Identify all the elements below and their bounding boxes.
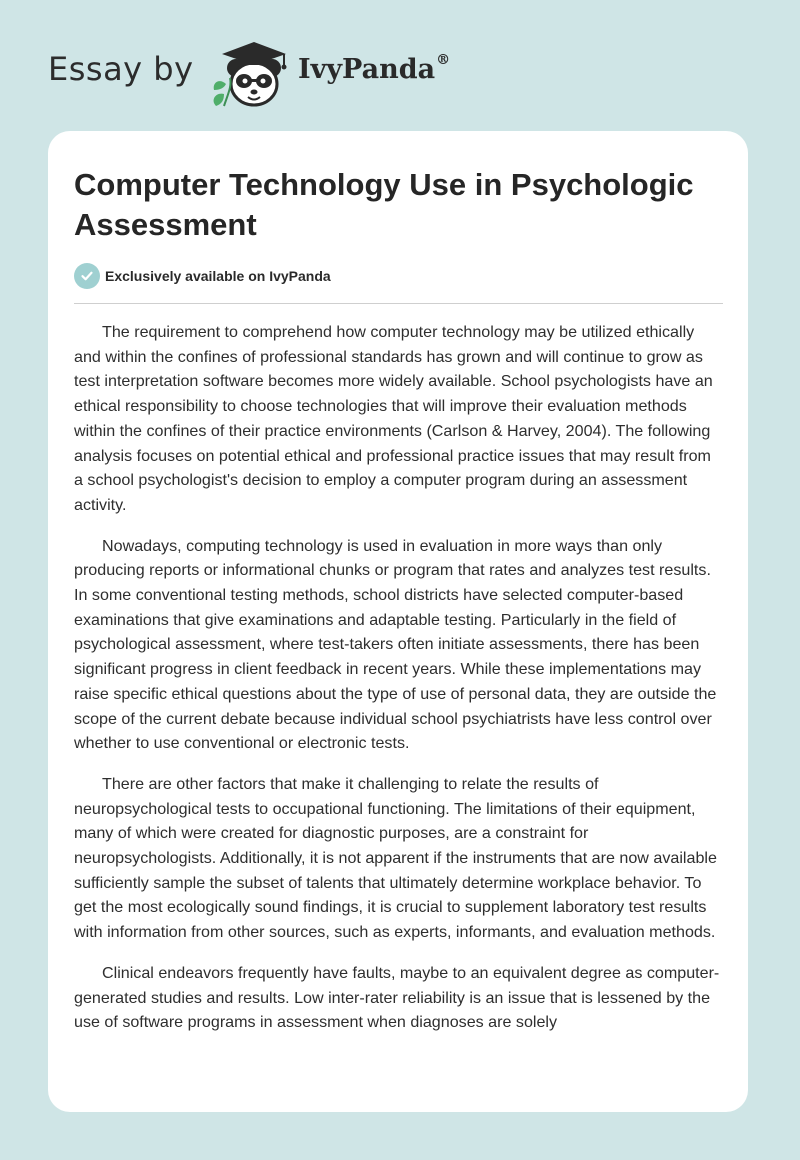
essay-title: Computer Technology Use in Psychologic Assessment	[74, 167, 694, 242]
brand-name	[298, 54, 450, 85]
brand-name-text: IvyPanda	[298, 54, 436, 85]
panda-logo-icon	[202, 34, 294, 110]
essay-body	[74, 320, 723, 1051]
exclusive-badge	[74, 263, 331, 289]
paragraph: The requirement to comprehend how computer technology may be utilized ethically and within the confines of professional standards has grown and will continue to grow as test interpretation software becomes more widely available. School psychologists have an ethical responsibility to choose technologies that will improve their evaluation methods within the confines of their practice environments (Carlson & Harvey, 2004). The following analysis focuses on potential ethical and professional practice issues that may result from a school psychologist's decision to employ a computer program during an assessment activity.	[74, 323, 713, 514]
essay-by-label: Essay by	[48, 50, 194, 88]
check-icon	[74, 263, 100, 289]
site-header	[48, 34, 508, 114]
registered-mark: ®	[436, 52, 451, 68]
title-divider	[74, 303, 723, 304]
essay-card	[48, 131, 748, 1112]
exclusive-badge-label: Exclusively available on IvyPanda	[105, 268, 331, 284]
paragraph: There are other factors that make it challenging to relate the results of neuropsychological tests to occupational functioning. The limitations of their equipment, many of which were created for diagnostic purposes, are a constraint for neuropsychologists. Additionally, it is not apparent if the instruments that are now available sufficiently sample the subset of talents that ultimately determine workplace behavior. To get the most ecologically sound findings, it is crucial to supplement laboratory test results with information from other sources, such as experts, informants, and evaluation methods.	[74, 774, 717, 942]
paragraph: Nowadays, computing technology is used in evaluation in more ways than only producing reports or informational chunks or program that rates and analyzes test results. In some conventional testing methods, school districts have selected computer-based examinations that give examinations and adaptable testing. Particularly in the field of psychological assessment, where test-takers often initiate assessments, there has been significant progress in client feedback in recent years. While these implementations may raise specific ethical questions about the type of use of personal data, they are outside the scope of the current debate because individual school psychiatrists have less control over whether to use conventional or electronic tests.	[74, 536, 717, 753]
paragraph: Clinical endeavors frequently have faults, maybe to an equivalent degree as computer-generated studies and results. Low inter-rater reliability is an issue that is lessened by the use of software programs in assessment when diagnoses are solely	[74, 963, 720, 1032]
